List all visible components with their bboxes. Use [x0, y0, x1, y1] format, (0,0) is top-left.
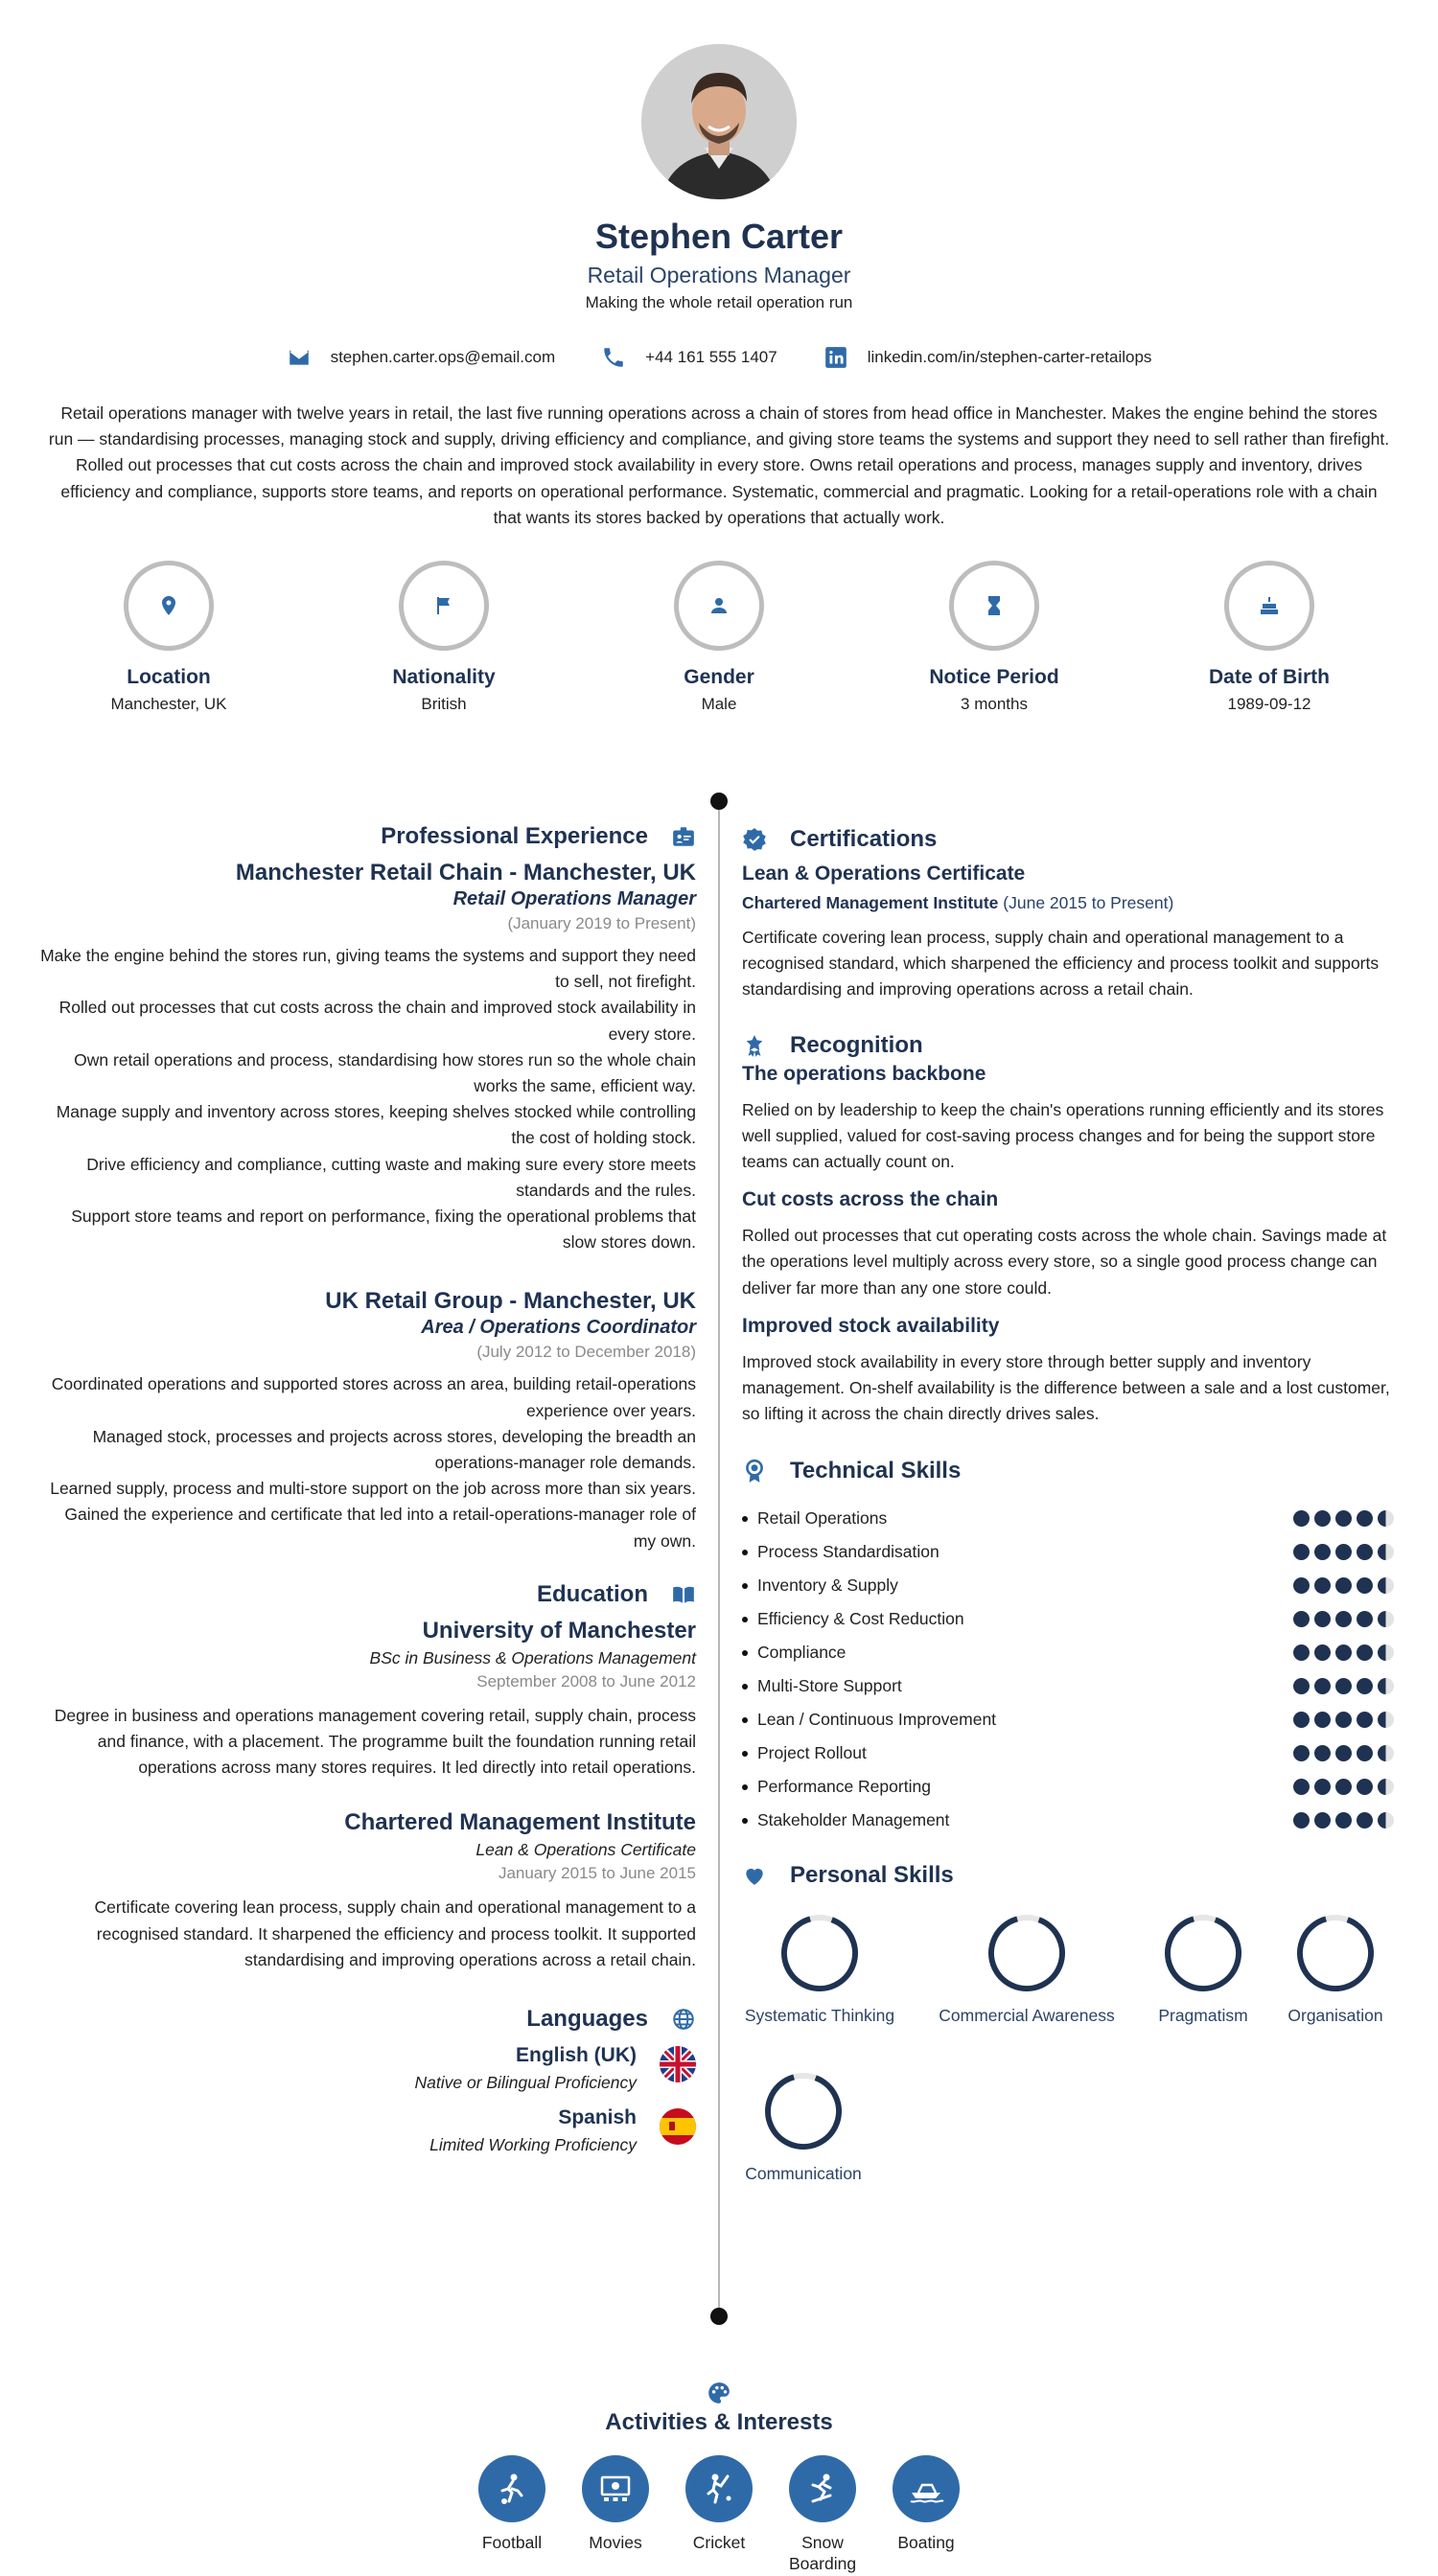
fact-value: Male	[701, 695, 737, 713]
phone-icon	[601, 345, 626, 370]
linkedin-icon	[823, 345, 848, 370]
skill-rating	[1293, 1544, 1394, 1560]
languages-heading	[38, 2002, 696, 2036]
technical-skill-row	[742, 1502, 1394, 1535]
fact-location	[54, 561, 284, 714]
personal-skill-label: Pragmatism	[1158, 2006, 1248, 2026]
globe-icon	[671, 2007, 696, 2032]
education-description: Certificate covering lean process, supply chain and operational management to a recognised standard. It sharpened the efficiency and process toolkit. It supported standardising and improving operations across a retail chain.	[94, 1898, 696, 1969]
rating-dot	[1293, 1577, 1310, 1594]
rating-dot	[1335, 1712, 1352, 1728]
skill-rating	[1293, 1745, 1394, 1761]
certification-issuer: Chartered Management Institute	[742, 893, 999, 912]
activity-label: Cricket	[692, 2533, 746, 2552]
rating-dot	[1314, 1812, 1331, 1828]
personal-skill-item	[931, 1912, 1123, 2026]
activity-label: Snow Boarding	[789, 2533, 857, 2573]
profile-photo	[641, 44, 797, 199]
personal-skill-label: Systematic Thinking	[744, 2006, 895, 2026]
timeline-dot-bottom	[710, 2308, 728, 2325]
job-company: UK Retail Group - Manchester, UK	[325, 1288, 696, 1315]
personal-skills-heading-text: Personal Skills	[790, 1862, 954, 1889]
rating-dot	[1293, 1544, 1310, 1560]
cake-icon	[1258, 594, 1281, 617]
rating-dot	[1314, 1510, 1331, 1527]
location-icon	[157, 594, 180, 617]
activities-list	[0, 2455, 1438, 2574]
rating-dot	[1357, 1644, 1373, 1661]
fact-label: Notice Period	[929, 666, 1059, 688]
rating-dot	[1378, 1678, 1394, 1694]
left-column	[38, 819, 696, 2155]
education-description: Degree in business and operations management covering retail, supply chain, process and finance, with a placement. The programme built the foundation running retail operations across many stores requires. It led directly into retail operations.	[54, 1705, 696, 1778]
candidate-tagline: Making the whole retail operation run	[585, 293, 853, 311]
job-bullet: Manage supply and inventory across stores, keeping shelves stocked while controlling the cost of holding stock.	[56, 1102, 696, 1148]
education-degree: Lean & Operations Certificate	[475, 1840, 696, 1860]
job-bullets	[38, 943, 696, 1255]
personal-skills-heading	[742, 1858, 1394, 1893]
rating-dot	[1293, 1712, 1310, 1728]
linkedin-text: linkedin.com/in/stephen-carter-retailops	[867, 348, 1152, 366]
bullet-dot	[742, 1751, 748, 1757]
fact-notice-period	[879, 561, 1109, 714]
fact-gender	[604, 561, 834, 714]
job-bullet: Learned supply, process and multi-store support on the job across more than six years.	[50, 1479, 696, 1499]
fact-label: Location	[127, 666, 211, 688]
rating-dot	[1293, 1611, 1310, 1627]
experience-item	[38, 1288, 696, 1553]
job-bullet: Rolled out processes that cut costs across the chain and improved stock availability in every store.	[58, 998, 696, 1044]
education-heading-text: Education	[536, 1580, 648, 1607]
technical-skill-row	[742, 1804, 1394, 1837]
activity-item	[789, 2455, 856, 2574]
activity-item	[478, 2455, 545, 2574]
technical-skills-list	[742, 1502, 1394, 1837]
rating-dot	[1314, 1644, 1331, 1661]
fact-value: Manchester, UK	[110, 695, 227, 713]
rating-dot	[1293, 1510, 1310, 1527]
rating-dot	[1314, 1779, 1331, 1795]
heart-icon	[742, 1863, 767, 1888]
flag-icon	[432, 594, 455, 617]
technical-skill-name: Process Standardisation	[757, 1542, 939, 1562]
palette-icon	[707, 2380, 731, 2405]
fact-value: 1989-09-12	[1227, 695, 1311, 713]
rating-dot	[1378, 1577, 1394, 1594]
right-column	[742, 822, 1394, 2199]
skill-rating	[1293, 1644, 1394, 1661]
personal-skills-grid	[742, 1912, 1394, 2199]
rating-dot	[1357, 1678, 1373, 1694]
phone-text: +44 161 555 1407	[645, 348, 777, 366]
personal-facts	[0, 561, 1438, 724]
recognition-description: Improved stock availability in every store through better supply and inventory management. On-shelf availability is the difference between a sale and a lost customer, so lifting it across the chain directly drives sales.	[742, 1351, 1390, 1424]
skill-ring	[986, 1912, 1068, 1994]
experience-item	[38, 860, 696, 1255]
rating-dot	[1357, 1745, 1373, 1761]
education-heading	[38, 1577, 696, 1612]
personal-skill-label: Organisation	[1287, 2006, 1383, 2026]
technical-skill-name: Stakeholder Management	[757, 1810, 950, 1830]
rating-dot	[1293, 1779, 1310, 1795]
technical-skills-heading	[742, 1454, 1394, 1488]
skill-rating	[1293, 1812, 1394, 1828]
rating-dot	[1293, 1644, 1310, 1661]
rating-dot	[1293, 1745, 1310, 1761]
rating-dot	[1378, 1544, 1394, 1560]
technical-skill-name: Performance Reporting	[757, 1777, 931, 1797]
skill-rating	[1293, 1611, 1394, 1627]
personal-skill-label: Communication	[745, 2164, 862, 2184]
fact-date-of-birth	[1154, 561, 1384, 714]
rating-dot	[1378, 1644, 1394, 1661]
rating-dot	[1378, 1712, 1394, 1728]
rating-dot	[1378, 1812, 1394, 1828]
recognition-item	[742, 1063, 1394, 1176]
recognition-title: Cut costs across the chain	[742, 1188, 999, 1211]
bullet-dot	[742, 1684, 748, 1690]
education-school: University of Manchester	[422, 1617, 696, 1644]
language-level: Limited Working Proficiency	[429, 2135, 637, 2155]
language-item	[38, 2106, 696, 2155]
rating-dot	[1335, 1745, 1352, 1761]
languages-heading-text: Languages	[526, 2006, 648, 2033]
rating-dot	[1357, 1611, 1373, 1627]
bullet-dot	[742, 1818, 748, 1824]
timeline-dot-top	[710, 793, 728, 810]
recognition-item	[742, 1315, 1394, 1428]
activity-label: Boating	[897, 2533, 955, 2552]
email-icon	[287, 345, 312, 370]
job-bullet: Gained the experience and certificate that led into a retail-operations-manager role of my own.	[64, 1505, 696, 1551]
personal-skill-item	[724, 1912, 916, 2026]
spain-flag-icon	[660, 2108, 696, 2145]
technical-skill-row	[742, 1569, 1394, 1602]
profile-summary: Retail operations manager with twelve years in retail, the last five running operations across a chain of stores from head office in Manchester. Makes the engine behind the stores run — standardising processes, managing stock and supply, driving efficiency and compliance, and giving store teams the systems and support they need to sell rather than firefight. Rolled out processes that cut costs across the chain and improved stock availability in every store. Owns retail operations and process, manages supply and inventory, drives efficiency and compliance, supports store teams, and reports on operational performance. Systematic, commercial and pragmatic. Looking for a retail-operations role with a chain that wants its stores backed by operations that actually work.	[48, 403, 1390, 527]
contact-bar	[0, 345, 1438, 370]
rating-dot	[1357, 1510, 1373, 1527]
job-bullet: Support store teams and report on performance, fixing the operational problems that slow stores down.	[71, 1207, 696, 1253]
bullet-dot	[742, 1617, 748, 1622]
technical-skill-row	[742, 1535, 1394, 1569]
bullet-dot	[742, 1717, 748, 1723]
certification-title: Lean & Operations Certificate	[742, 862, 1026, 885]
contact-email[interactable]	[287, 345, 556, 370]
fact-nationality	[329, 561, 559, 714]
skill-ring	[1294, 1912, 1377, 1994]
technical-skill-name: Compliance	[757, 1643, 847, 1663]
activity-item	[893, 2455, 960, 2574]
briefcase-id-icon	[671, 824, 696, 849]
contact-linkedin[interactable]	[823, 345, 1152, 370]
skill-ring-fill	[778, 1912, 861, 1994]
rating-dot	[1314, 1678, 1331, 1694]
rating-dot	[1335, 1779, 1352, 1795]
education-degree: BSc in Business & Operations Management	[369, 1647, 696, 1668]
certification-description: Certificate covering lean process, supply chain and operational management to a recognised standard, which sharpened the efficiency and process toolkit and supports standardising and improving operations across a retail chain.	[742, 928, 1380, 1000]
award-star-icon	[742, 1033, 767, 1058]
rating-dot	[1314, 1611, 1331, 1627]
cricket-icon	[700, 2470, 738, 2508]
activity-label: Football	[481, 2533, 543, 2552]
fact-label: Date of Birth	[1209, 666, 1330, 688]
rating-dot	[1335, 1544, 1352, 1560]
technical-skill-row	[742, 1602, 1394, 1636]
job-date: (July 2012 to December 2018)	[476, 1343, 696, 1362]
boating-icon	[907, 2470, 945, 2508]
bullet-dot	[742, 1784, 748, 1790]
rating-dot	[1378, 1510, 1394, 1527]
fact-value: British	[421, 695, 467, 713]
activity-item	[685, 2455, 753, 2574]
technical-skill-name: Retail Operations	[757, 1508, 888, 1529]
rating-dot	[1293, 1678, 1310, 1694]
skill-rating	[1293, 1510, 1394, 1527]
recognition-title: The operations backbone	[742, 1062, 986, 1085]
rating-dot	[1378, 1779, 1394, 1795]
technical-skill-name: Multi-Store Support	[757, 1676, 902, 1696]
education-item	[38, 1809, 696, 1973]
activity-label: Movies	[589, 2533, 642, 2552]
education-school: Chartered Management Institute	[344, 1809, 696, 1836]
rating-dot	[1357, 1544, 1373, 1560]
rating-dot	[1335, 1577, 1352, 1594]
job-company: Manchester Retail Chain - Manchester, UK	[235, 860, 696, 886]
personal-skill-item	[707, 2070, 899, 2184]
education-date: January 2015 to June 2015	[498, 1864, 696, 1883]
book-icon	[671, 1582, 696, 1607]
rating-dot	[1357, 1812, 1373, 1828]
language-name: English (UK)	[516, 2044, 637, 2067]
language-name: Spanish	[558, 2106, 637, 2129]
job-date: (January 2019 to Present)	[507, 914, 696, 932]
skill-ring	[1162, 1912, 1244, 1994]
rating-dot	[1335, 1678, 1352, 1694]
uk-flag-icon	[660, 2046, 696, 2082]
bullet-dot	[742, 1550, 748, 1555]
fact-label: Nationality	[392, 666, 496, 688]
activities-heading: Activities & Interests	[605, 2409, 833, 2435]
rating-dot	[1335, 1812, 1352, 1828]
rating-dot	[1314, 1712, 1331, 1728]
rating-dot	[1378, 1611, 1394, 1627]
skill-rating	[1293, 1712, 1394, 1728]
ribbon-badge-icon	[742, 1459, 767, 1484]
rating-dot	[1335, 1611, 1352, 1627]
bullet-dot	[742, 1516, 748, 1522]
certifications-heading-text: Certifications	[790, 826, 938, 852]
skill-rating	[1293, 1678, 1394, 1694]
technical-skill-name: Efficiency & Cost Reduction	[757, 1609, 964, 1629]
technical-skill-row	[742, 1736, 1394, 1770]
certification-date: (June 2015 to Present)	[1003, 893, 1174, 912]
personal-skill-label: Commercial Awareness	[939, 2006, 1115, 2026]
technical-skill-name: Lean / Continuous Improvement	[757, 1710, 997, 1730]
recognition-heading-text: Recognition	[790, 1031, 923, 1058]
skill-ring-fill	[1294, 1912, 1377, 1994]
rating-dot	[1357, 1577, 1373, 1594]
candidate-role: Retail Operations Manager	[587, 263, 851, 288]
hourglass-icon	[983, 594, 1006, 617]
recognition-description: Relied on by leadership to keep the chain's operations running efficiently and its stores well supplied, valued for cost-saving process changes and for being the support store teams can actually count on.	[742, 1099, 1384, 1172]
job-bullets	[38, 1371, 696, 1553]
certification-issuer-line	[742, 893, 1394, 913]
technical-skill-row	[742, 1669, 1394, 1703]
rating-dot	[1314, 1745, 1331, 1761]
bullet-dot	[742, 1650, 748, 1656]
job-title: Retail Operations Manager	[452, 888, 696, 909]
skill-ring-fill	[1162, 1912, 1244, 1994]
rating-dot	[1357, 1779, 1373, 1795]
football-icon	[493, 2470, 531, 2508]
technical-skill-row	[742, 1636, 1394, 1669]
email-text: stephen.carter.ops@email.com	[330, 348, 556, 366]
movies-icon	[596, 2470, 635, 2508]
person-icon	[707, 594, 731, 617]
job-bullet: Coordinated operations and supported stores across an area, building retail-operations experience over years.	[51, 1374, 696, 1420]
language-item	[38, 2044, 696, 2093]
skill-ring	[762, 2070, 845, 2152]
recognition-title: Improved stock availability	[742, 1314, 1000, 1337]
skill-ring	[778, 1912, 861, 1994]
personal-skill-item	[1240, 1912, 1431, 2026]
rating-dot	[1378, 1745, 1394, 1761]
job-title: Area / Operations Coordinator	[421, 1317, 696, 1339]
skill-rating	[1293, 1577, 1394, 1594]
candidate-name: Stephen Carter	[594, 217, 844, 256]
certifications-heading	[742, 822, 1394, 857]
rating-dot	[1357, 1712, 1373, 1728]
experience-heading-text: Professional Experience	[381, 823, 648, 849]
verified-badge-icon	[742, 827, 767, 852]
technical-skill-name: Inventory & Supply	[757, 1576, 898, 1596]
rating-dot	[1335, 1510, 1352, 1527]
activity-item	[582, 2455, 649, 2574]
rating-dot	[1314, 1544, 1331, 1560]
technical-skill-row	[742, 1770, 1394, 1804]
skill-ring-fill	[762, 2070, 845, 2152]
job-bullet: Drive efficiency and compliance, cutting waste and making sure every store meets standards and the rules.	[86, 1154, 696, 1200]
fact-label: Gender	[684, 666, 754, 688]
education-date: September 2008 to June 2012	[476, 1671, 696, 1690]
recognition-item	[742, 1188, 1394, 1301]
rating-dot	[1314, 1577, 1331, 1594]
experience-heading	[38, 819, 696, 854]
language-level: Native or Bilingual Proficiency	[414, 2073, 637, 2093]
bullet-dot	[742, 1583, 748, 1589]
rating-dot	[1293, 1812, 1310, 1828]
contact-phone[interactable]	[601, 345, 777, 370]
fact-value: 3 months	[961, 695, 1028, 713]
skill-rating	[1293, 1779, 1394, 1795]
recognition-description: Rolled out processes that cut operating costs across the whole chain. Savings made at the operations level multiply across every store, so a single good process change can deliver far more than any one store could.	[742, 1226, 1387, 1298]
snowboarding-icon	[803, 2470, 842, 2508]
rating-dot	[1335, 1644, 1352, 1661]
job-bullet: Own retail operations and process, standardising how stores run so the whole chain works the same, efficient way.	[74, 1049, 696, 1096]
technical-skill-name: Project Rollout	[757, 1743, 867, 1763]
recognition-heading	[742, 1028, 1394, 1063]
technical-skill-row	[742, 1703, 1394, 1736]
technical-skills-heading-text: Technical Skills	[790, 1458, 962, 1484]
education-item	[38, 1618, 696, 1782]
job-bullet: Managed stock, processes and projects across stores, developing the breadth an operations-manager role demands.	[92, 1426, 696, 1473]
job-bullet: Make the engine behind the stores run, giving teams the systems and support they need to sell, not firefight.	[40, 946, 696, 992]
skill-ring-fill	[986, 1912, 1068, 1994]
